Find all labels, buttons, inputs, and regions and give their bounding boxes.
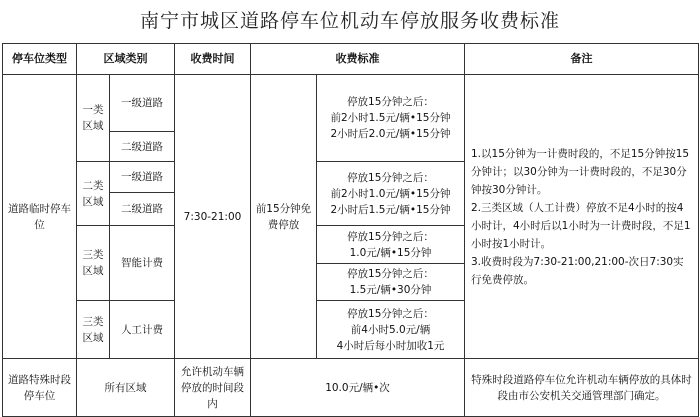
area-class-3a: 三类区域: [77, 226, 110, 301]
fee-rule-1: 停放15分钟之后： 前2小时1.5元/辆•15分钟 2小时后2.0元/辆•15分钟: [317, 75, 465, 162]
free-period: 前15分钟免费停放: [251, 75, 317, 359]
type-temporary: 道路临时停车位: [3, 75, 77, 359]
charge-time: 7:30-21:00: [175, 75, 251, 359]
fee-table: [2, 43, 699, 417]
road-level: 一级道路: [110, 75, 175, 132]
area-class-3b: 三类区域: [77, 301, 110, 359]
table-row: [3, 359, 699, 417]
fee-rule-4: 停放15分钟之后： 1.5元/辆•30分钟: [317, 264, 465, 301]
page-title: 南宁市城区道路停车位机动车停放服务收费标准: [139, 10, 560, 32]
area-class-1: 一类区域: [77, 75, 110, 162]
road-level: 一级道路: [110, 162, 175, 193]
header-row: [3, 44, 699, 75]
remark-notes: 1.以15分钟为一计费时段的，不足15分钟按15分钟计；以30分钟为一计费时段的，不足30分钟按30分钟计。 2.三类区域（人工计费）停放不足4小时的按4小时计，4小时后以1小时为一计费时段，不足1小时按1小时计。 3.收费时段为7:30-21:00,21:00-次日7:30实行免费停放。: [465, 75, 699, 359]
fee-rule-2: 停放15分钟之后： 前2小时1.0元/辆•15分钟 2小时后1.5元/辆•15分钟: [317, 162, 465, 226]
header-time: 收费时间: [175, 44, 251, 75]
special-fee: 10.0元/辆•次: [251, 359, 465, 417]
billing-mode: 人工计费: [110, 301, 175, 359]
special-time: 允许机动车辆停放的时间段内: [175, 359, 251, 417]
table-row: [3, 75, 699, 132]
header-area: 区域类别: [77, 44, 175, 75]
special-remark: 特殊时段道路停车位允许机动车辆停放的具体时段由市公安机关交通管理部门确定。: [465, 359, 699, 417]
header-fee: 收费标准: [251, 44, 465, 75]
road-level: 二级道路: [110, 132, 175, 162]
header-type: 停车位类型: [3, 44, 77, 75]
road-level: 二级道路: [110, 193, 175, 226]
type-special: 道路特殊时段停车位: [3, 359, 77, 417]
fee-rule-3: 停放15分钟之后： 1.0元/辆•15分钟: [317, 226, 465, 264]
area-class-2: 二类区域: [77, 162, 110, 226]
area-all: 所有区域: [77, 359, 175, 417]
header-remark: 备注: [465, 44, 699, 75]
billing-mode: 智能计费: [110, 226, 175, 301]
fee-rule-5: 停放15分钟之后： 前4小时5.0元/辆 4小时后每小时加收1元: [317, 301, 465, 359]
